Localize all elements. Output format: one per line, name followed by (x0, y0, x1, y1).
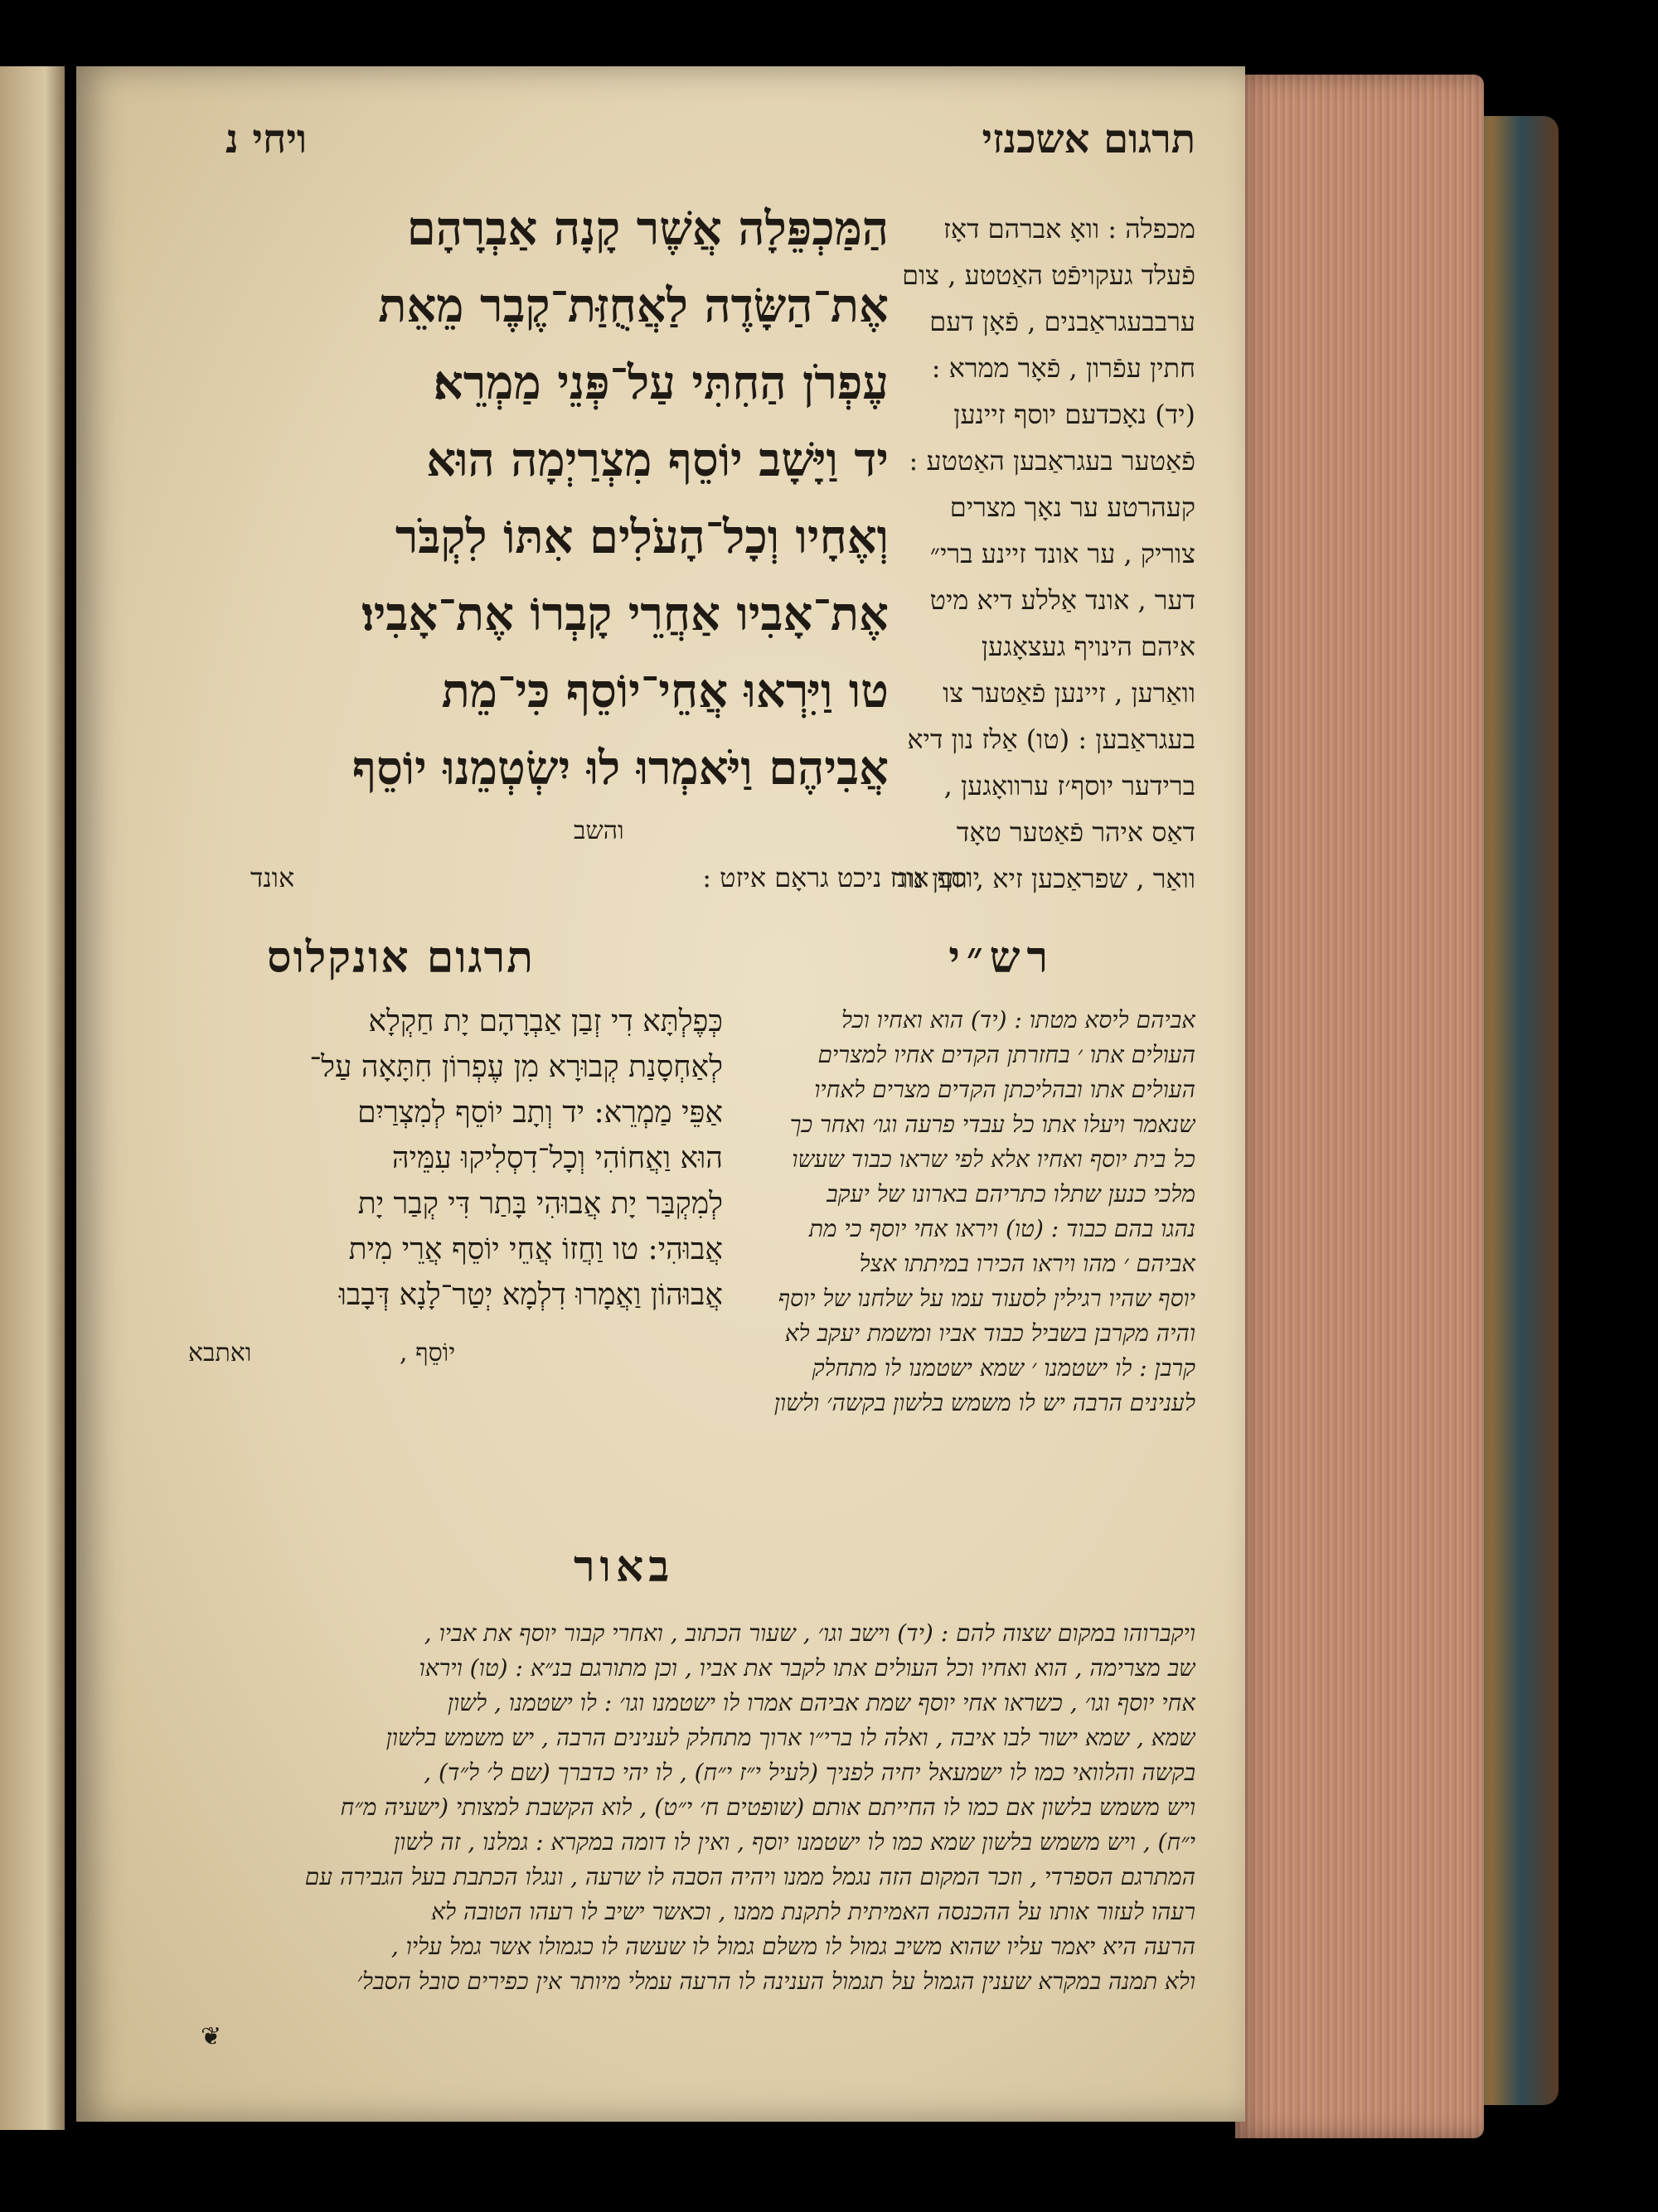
main-catchword: והשב (574, 816, 624, 845)
rashi-commentary (681, 1003, 1195, 1421)
rashi-line: קרבן : לו ישטמנו ׳ שמא ישטמנו לו מתחלק (812, 1354, 1195, 1382)
biur-commentary (155, 1616, 1195, 1999)
biur-line: הרעה היא יאמר עליו שהוא משיב גמול לו משלם גמול לו שעשה לו כגמולו אשר גמל עליו , (390, 1933, 1195, 1960)
ashkenazi-translation (839, 206, 1195, 902)
onkelos-line: כְּפֶלְתָּא דִי זְבַן אַבְרָהָם יָת חַקְלָא (368, 1004, 723, 1038)
onkelos-catchword-right: יוֹסֵף , (400, 1338, 456, 1367)
facing-page-edge (0, 66, 65, 2130)
main-line: טו וַיִּרְאוּ אֲחֵי־יוֹסֵף כִּי־מֵת (441, 664, 889, 719)
footline-text: יוסף אונז ניכט גראָם איזט : (702, 862, 980, 893)
onkelos-line: לְאַחְסָנַת קְבוּרָא מִן עֶפְרוֹן חִתָּאָה עַל־ (309, 1050, 723, 1084)
running-head-left: ויחי נ (225, 116, 308, 162)
rashi-line: נהגו בהם כבוד : (טו) ויראו אחי יוסף כי מת (808, 1215, 1195, 1242)
ashk-line: צוריק , ער אונד זיינע ברי״ (929, 538, 1195, 569)
ashk-line: בעגראַבען : (טו) אַלז נון דיא (907, 724, 1195, 755)
rashi-line: שנאמר ויעלו אתו כל עבדי פרעה וגו׳ ואחר כך (789, 1111, 1195, 1138)
ashk-line: חתין עפֿרון , פֿאָר ממרא : (931, 352, 1195, 384)
rashi-line: אביהם ליסא מטתו : (יד) הוא ואחיו וכל (841, 1006, 1195, 1033)
fleuron-mark: ❦ (201, 2022, 222, 2051)
ashk-line: פֿעלד געקויפֿט האַטטע , צום (902, 259, 1195, 291)
main-line: אֲבִיהֶם וַיֹּאמְרוּ לוּ יִשְׂטְמֵנוּ יוֹסֵף (351, 741, 889, 796)
rashi-line: העולים אתו ׳ בחזרתן הקדים אחיו למצרים (817, 1041, 1195, 1068)
main-line: עֶפְרֹן הַחִתִּי עַל־פְּנֵי מַמְרֵא׃ (433, 356, 889, 410)
book-page (76, 66, 1245, 2122)
page-edges (1235, 75, 1484, 2138)
ashk-line: ברידער יוסף׳ז ערוואָגען , (943, 770, 1195, 801)
ashk-line: פֿאַטער בעגראַבען האַטטע : (909, 445, 1195, 477)
main-line: אֶת־אָבִיו אַחֲרֵי קָבְרוֹ אֶת־אָבִיו׃ (361, 587, 889, 641)
main-hebrew-text (159, 191, 889, 807)
onkelos-line: אַפֵּי מַמְרֵא: יד וְתָב יוֹסֵף לְמִצְרַיִם (357, 1096, 723, 1130)
onkelos-line: הוּא וַאֲחוֹהִי וְכָל־דִסְלִיקוּ עִמֵּיהּ (391, 1141, 723, 1175)
biur-line: שב מצרימה , הוא ואחיו וכל העולים אתו לקבר את אביו , וכן מתורגם בנ״א : (טו) ויראו (419, 1654, 1195, 1682)
onkelos-translation (159, 999, 723, 1318)
rashi-line: העולים אתו ובהליכתן הקדים מצרים לאחיו (814, 1076, 1195, 1103)
ashk-line: (יד) נאָכדעם יוסף זיינען (953, 399, 1195, 430)
biur-line: בקשה והלוואי כמו לו ישמעאל יחיה לפניך (לעיל י״ז י״ח) , לו יהי כדברך (שם ל׳ ל״ד) , (424, 1759, 1195, 1786)
ashk-line: דאַס איהר פֿאַטער טאָד (956, 816, 1195, 848)
ashk-line: דער , אונד אַללע דיא מיט (929, 584, 1195, 616)
biur-line: אחי יוסף וגו׳ , כשראו אחי יוסף שמת אביהם אמרו לו ישטמנו וגו׳ : לו ישטמנו , לשון (447, 1689, 1195, 1716)
biur-line: המתרגם הספרדי , וזכר המקום הזה נגמל ממנו ויהיה הסבה לו שרעה , ונגלו הכתבת בעל הגבירה עם (304, 1863, 1195, 1890)
biur-line: י״ח) , ויש משמש בלשון שמא כמו לו ישטמנו יוסף , ואין לו דומה במקרא : גמלנו , זה לשון (393, 1828, 1195, 1856)
main-line: וְאֶחָיו וְכָל־הָעֹלִים אִתּוֹ לִקְבֹּר (395, 510, 889, 564)
onkelos-line: אֲבוּהִי: טו וַחֲזוֹ אֲחֵי יוֹסֵף אֲרֵי מִית (348, 1232, 723, 1266)
rashi-line: והיה מקרבן בשביל כבוד אביו ומשמת יעקב לא (784, 1319, 1195, 1347)
ashk-line: ערבבעגראַבנים , פֿאָן דעם (929, 306, 1195, 337)
ashk-line: איהם הינויף געצאָגען (981, 631, 1195, 662)
rashi-line: לענינים הרבה יש לו משמש בלשון בקשה׳ ולשון (773, 1389, 1195, 1416)
main-line: אֶת־הַשָּׂדֶה לַאֲחֻזַּת־קֶבֶר מֵאֵת (378, 278, 889, 333)
onkelos-catchword-left: ואתבא (188, 1338, 252, 1367)
main-line: הַמַּכְפֵּלָה אֲשֶׁר קָנָה אַבְרָהָם (406, 201, 889, 256)
biur-line: ויקברוהו במקום שצוה להם : (יד) וישב וגו׳ , שעור הכתוב , ואחרי קבור יוסף את אביו , (424, 1619, 1195, 1647)
ashk-line: מכפלה : וואָ אברהם דאָז (943, 213, 1195, 244)
rashi-line: יוסף שהיו רגילין לסעוד עמו על שלחנו של יוסף (778, 1285, 1195, 1312)
onkelos-line: לְמִקְבַּר יָת אֲבוּהִי בָּתַר דִּי קְבַר יָת (357, 1187, 723, 1221)
biur-line: ויש משמש בלשון אם כמו לו החייתם אותם (שופטים ח׳ י״ט) , לוא הקשבת למצותי (ישעיה מ״ח (340, 1793, 1195, 1821)
biur-line: ולא תמנה במקרא שענין הגמול על תגמול הענינה לו הרעה עמלי מיותר אין כפירים סובל הסבל׳ (356, 1968, 1195, 1995)
biur-heading: באור (574, 1542, 675, 1592)
ashk-line: וואַר , שפראַכען זיא , ווען נור (894, 863, 1195, 894)
rashi-heading: רש״י (948, 932, 1054, 983)
rashi-line: אביהם ׳ מהו ויראו הכירו במיתתו אצל (859, 1250, 1195, 1277)
biur-line: רעהו לעזור אותו על ההכנסה האמיתית לתקנת ממנו , וכאשר ישיב לו רעהו הטובה לא (431, 1898, 1195, 1925)
rashi-line: מלכי כנען שתלו כתריהם בארונו של יעקב (827, 1180, 1195, 1208)
biur-line: שמא , שמא ישור לבו איבה , ואלה לו ברי״ו ארוך מתחלק לענינים הרבה , יש משמש בלשון (385, 1724, 1195, 1751)
ashk-line: קעהרטע ער נאָך מצרים (949, 491, 1195, 523)
footline-catchword: אונד (250, 862, 295, 893)
running-head-right: תרגום אשכנזי (982, 116, 1195, 162)
onkelos-line: אֲבוּהוֹן וַאֲמָרוּ דִלְמָא יְטַר־לָנָא דְּבָבוּ (338, 1278, 723, 1312)
main-line: יד וַיָּשָׁב יוֹסֵף מִצְרַיְמָה הוּא (426, 433, 889, 487)
onkelos-heading: תרגום אונקלוס (267, 932, 535, 983)
ashk-line: וואַרען , זיינען פֿאַטער צו (943, 677, 1195, 709)
rashi-line: כל בית יוסף ואחיו אלא לפי שראו כבוד שעשו (792, 1145, 1195, 1173)
